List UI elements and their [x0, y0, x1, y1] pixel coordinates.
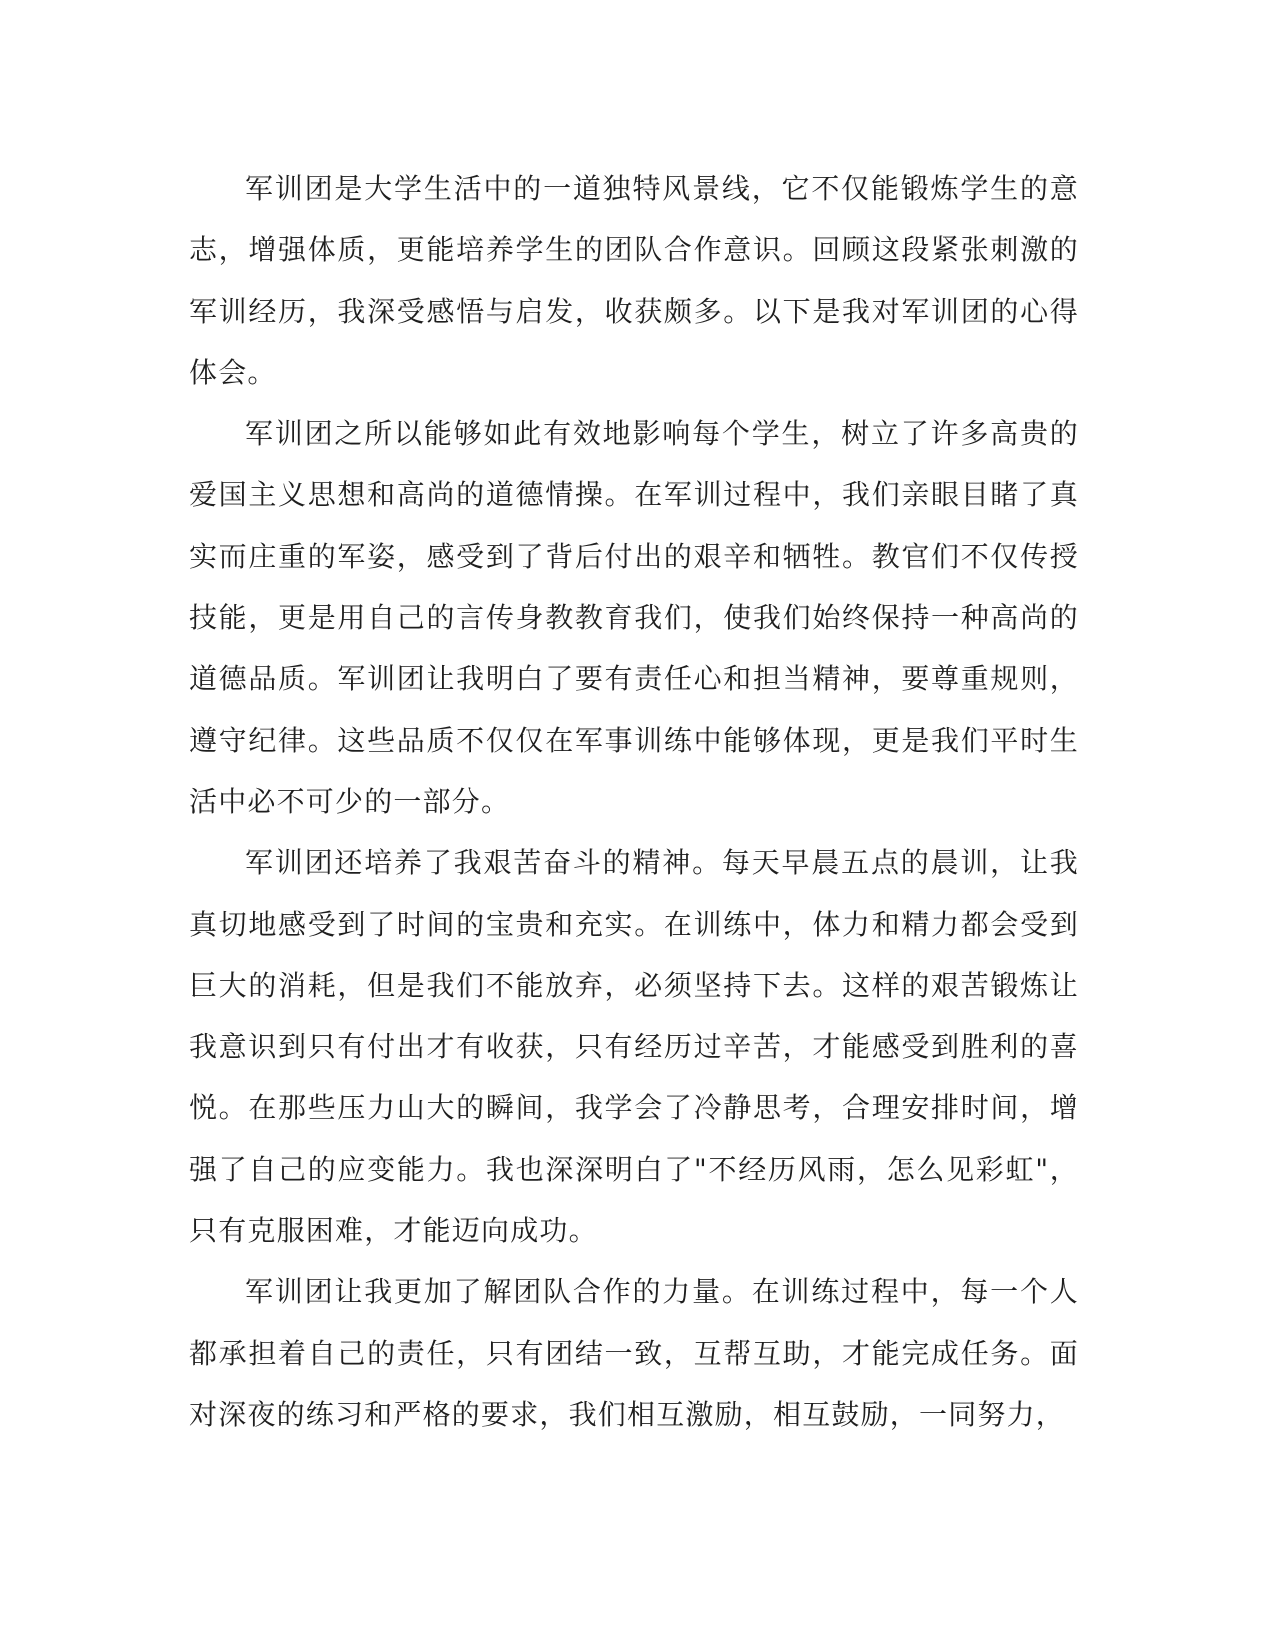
paragraph-teamwork: 军训团让我更加了解团队合作的力量。在训练过程中，每一个人都承担着自己的责任，只有团结一致，互帮互助，才能完成任务。面对深夜的练习和严格的要求，我们相互激励，相互鼓励，一同努力，: [189, 1275, 1079, 1431]
paragraph-hard-work: 军训团还培养了我艰苦奋斗的精神。每天早晨五点的晨训，让我真切地感受到了时间的宝贵和充实。在训练中，体力和精力都会受到巨大的消耗，但是我们不能放弃，必须坚持下去。这样的艰苦锻炼让我意识到只有付出才有收获，只有经历过辛苦，才能感受到胜利的喜悦。在那些压力山大的瞬间，我学会了冷静思考，合理安排时间，增强了自己的应变能力。我也深深明白了"不经历风雨，怎么见彩虹"，只有克服困难，才能迈向成功。: [189, 846, 1079, 1248]
paragraph-moral-values: 军训团之所以能够如此有效地影响每个学生，树立了许多高贵的爱国主义思想和高尚的道德情操。在军训过程中，我们亲眼目睹了真实而庄重的军姿，感受到了背后付出的艰辛和牺牲。教官们不仅传授技能，更是用自己的言传身教教育我们，使我们始终保持一种高尚的道德品质。军训团让我明白了要有责任心和担当精神，要尊重规则，遵守纪律。这些品质不仅仅在军事训练中能够体现，更是我们平时生活中必不可少的一部分。: [189, 417, 1079, 818]
document-body: [189, 158, 1079, 1445]
paragraph-intro: 军训团是大学生活中的一道独特风景线，它不仅能锻炼学生的意志，增强体质，更能培养学生的团队合作意识。回顾这段紧张刺激的军训经历，我深受感悟与启发，收获颇多。以下是我对军训团的心得体会。: [189, 172, 1079, 389]
